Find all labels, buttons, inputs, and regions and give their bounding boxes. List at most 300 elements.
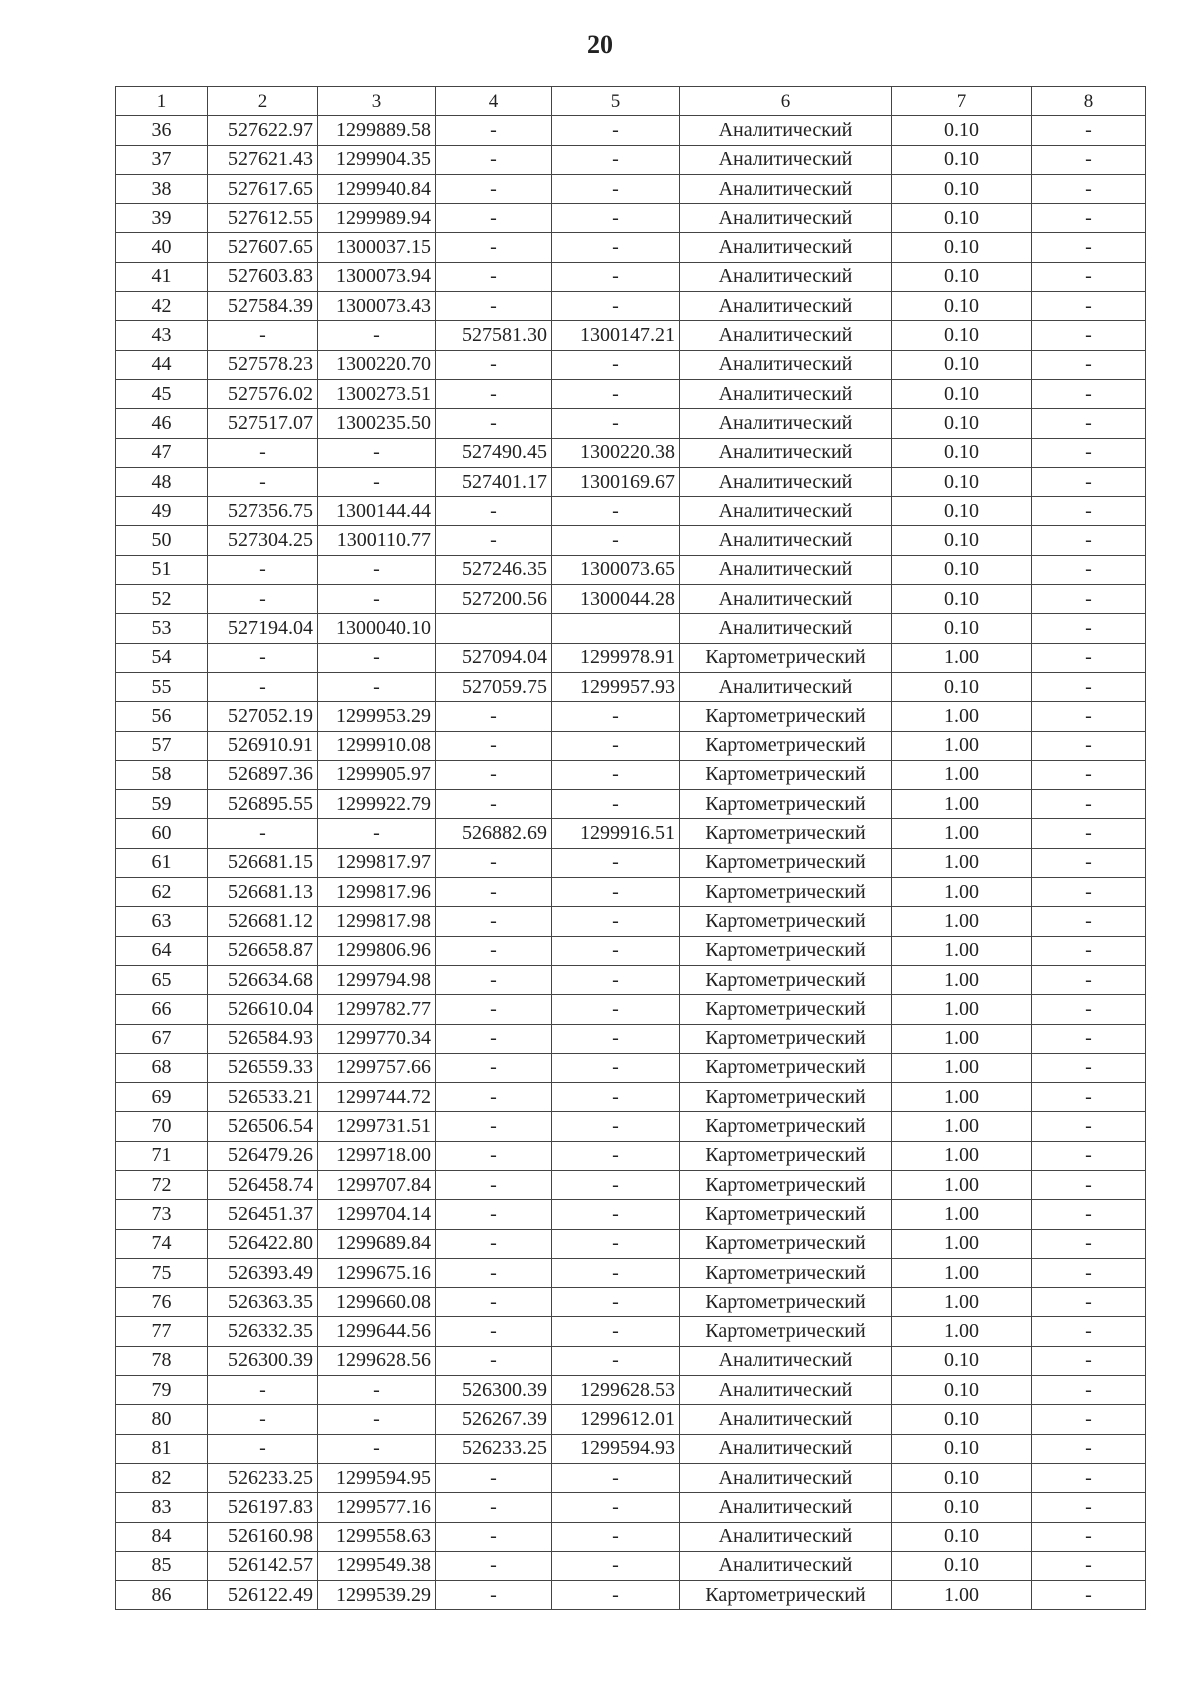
cell-method: Аналитический xyxy=(680,409,892,438)
column-header-6: 6 xyxy=(680,87,892,116)
cell-note: - xyxy=(1032,936,1146,965)
cell-y-coordinate: 1299577.16 xyxy=(318,1493,436,1522)
cell-x-coordinate-alt: - xyxy=(436,1463,552,1492)
table-row xyxy=(116,497,1146,526)
cell-note: - xyxy=(1032,145,1146,174)
cell-y-coordinate-alt: - xyxy=(552,233,680,262)
cell-y-coordinate: 1299806.96 xyxy=(318,936,436,965)
cell-y-coordinate: - xyxy=(318,819,436,848)
cell-y-coordinate-alt: 1299916.51 xyxy=(552,819,680,848)
cell-y-coordinate-alt: - xyxy=(552,965,680,994)
cell-accuracy: 1.00 xyxy=(892,702,1032,731)
cell-method: Аналитический xyxy=(680,1463,892,1492)
cell-point-number: 83 xyxy=(116,1493,208,1522)
cell-method: Аналитический xyxy=(680,1405,892,1434)
cell-point-number: 68 xyxy=(116,1053,208,1082)
cell-y-coordinate-alt: - xyxy=(552,1581,680,1610)
cell-accuracy: 0.10 xyxy=(892,1434,1032,1463)
cell-y-coordinate-alt: - xyxy=(552,1463,680,1492)
table-row xyxy=(116,233,1146,262)
cell-point-number: 54 xyxy=(116,643,208,672)
cell-accuracy: 1.00 xyxy=(892,1288,1032,1317)
table-row xyxy=(116,790,1146,819)
cell-method: Картометрический xyxy=(680,1024,892,1053)
cell-note: - xyxy=(1032,1112,1146,1141)
cell-accuracy: 0.10 xyxy=(892,350,1032,379)
table-row xyxy=(116,1376,1146,1405)
cell-x-coordinate: 527578.23 xyxy=(208,350,318,379)
cell-y-coordinate: 1299922.79 xyxy=(318,790,436,819)
cell-note: - xyxy=(1032,672,1146,701)
cell-x-coordinate: 526197.83 xyxy=(208,1493,318,1522)
cell-y-coordinate: 1299770.34 xyxy=(318,1024,436,1053)
cell-x-coordinate: 527052.19 xyxy=(208,702,318,731)
table-row xyxy=(116,702,1146,731)
cell-note: - xyxy=(1032,995,1146,1024)
cell-note: - xyxy=(1032,1581,1146,1610)
cell-y-coordinate-alt: 1299612.01 xyxy=(552,1405,680,1434)
cell-y-coordinate-alt: - xyxy=(552,497,680,526)
cell-x-coordinate-alt: - xyxy=(436,174,552,203)
cell-x-coordinate-alt: - xyxy=(436,702,552,731)
cell-y-coordinate: - xyxy=(318,1405,436,1434)
cell-y-coordinate-alt: - xyxy=(552,526,680,555)
table-row xyxy=(116,1405,1146,1434)
cell-x-coordinate: 527612.55 xyxy=(208,204,318,233)
cell-note: - xyxy=(1032,1376,1146,1405)
cell-x-coordinate: - xyxy=(208,585,318,614)
cell-x-coordinate: - xyxy=(208,819,318,848)
cell-x-coordinate: - xyxy=(208,555,318,584)
cell-method: Аналитический xyxy=(680,497,892,526)
cell-y-coordinate-alt: - xyxy=(552,174,680,203)
cell-y-coordinate: - xyxy=(318,1376,436,1405)
cell-x-coordinate-alt: - xyxy=(436,497,552,526)
cell-x-coordinate: 526895.55 xyxy=(208,790,318,819)
cell-method: Аналитический xyxy=(680,1493,892,1522)
cell-method: Картометрический xyxy=(680,819,892,848)
cell-note: - xyxy=(1032,965,1146,994)
cell-accuracy: 1.00 xyxy=(892,1170,1032,1199)
cell-x-coordinate-alt: - xyxy=(436,350,552,379)
cell-x-coordinate: 526559.33 xyxy=(208,1053,318,1082)
cell-accuracy: 1.00 xyxy=(892,848,1032,877)
cell-point-number: 62 xyxy=(116,878,208,907)
cell-y-coordinate: 1300110.77 xyxy=(318,526,436,555)
cell-method: Картометрический xyxy=(680,790,892,819)
table-row xyxy=(116,1434,1146,1463)
cell-point-number: 73 xyxy=(116,1200,208,1229)
cell-accuracy: 1.00 xyxy=(892,995,1032,1024)
cell-point-number: 44 xyxy=(116,350,208,379)
cell-x-coordinate-alt: - xyxy=(436,1170,552,1199)
table-row xyxy=(116,585,1146,614)
cell-y-coordinate-alt: - xyxy=(552,116,680,145)
cell-method: Картометрический xyxy=(680,760,892,789)
cell-y-coordinate: 1300040.10 xyxy=(318,614,436,643)
cell-y-coordinate-alt: - xyxy=(552,145,680,174)
column-header-8: 8 xyxy=(1032,87,1146,116)
cell-method: Картометрический xyxy=(680,1112,892,1141)
cell-note: - xyxy=(1032,497,1146,526)
cell-y-coordinate-alt: - xyxy=(552,204,680,233)
cell-y-coordinate-alt: - xyxy=(552,848,680,877)
cell-x-coordinate-alt: - xyxy=(436,907,552,936)
cell-y-coordinate: - xyxy=(318,467,436,496)
cell-x-coordinate: - xyxy=(208,438,318,467)
cell-x-coordinate: 526658.87 xyxy=(208,936,318,965)
cell-method: Картометрический xyxy=(680,936,892,965)
cell-accuracy: 0.10 xyxy=(892,1493,1032,1522)
cell-x-coordinate-alt: 527401.17 xyxy=(436,467,552,496)
cell-point-number: 43 xyxy=(116,321,208,350)
cell-y-coordinate-alt: - xyxy=(552,1493,680,1522)
cell-x-coordinate: 526681.13 xyxy=(208,878,318,907)
table-row xyxy=(116,1083,1146,1112)
cell-x-coordinate-alt: - xyxy=(436,1551,552,1580)
cell-method: Аналитический xyxy=(680,1551,892,1580)
cell-y-coordinate: 1300235.50 xyxy=(318,409,436,438)
cell-method: Аналитический xyxy=(680,116,892,145)
cell-accuracy: 1.00 xyxy=(892,1024,1032,1053)
cell-y-coordinate-alt: - xyxy=(552,1112,680,1141)
cell-note: - xyxy=(1032,409,1146,438)
cell-accuracy: 0.10 xyxy=(892,292,1032,321)
cell-y-coordinate-alt: 1299628.53 xyxy=(552,1376,680,1405)
cell-point-number: 45 xyxy=(116,379,208,408)
cell-point-number: 64 xyxy=(116,936,208,965)
cell-x-coordinate-alt: 526233.25 xyxy=(436,1434,552,1463)
table-row xyxy=(116,204,1146,233)
cell-accuracy: 1.00 xyxy=(892,965,1032,994)
table-row xyxy=(116,731,1146,760)
cell-y-coordinate-alt: - xyxy=(552,1053,680,1082)
cell-accuracy: 0.10 xyxy=(892,1346,1032,1375)
cell-x-coordinate-alt: - xyxy=(436,936,552,965)
cell-y-coordinate-alt: - xyxy=(552,790,680,819)
cell-point-number: 74 xyxy=(116,1229,208,1258)
cell-note: - xyxy=(1032,1317,1146,1346)
table-row xyxy=(116,438,1146,467)
cell-note: - xyxy=(1032,1083,1146,1112)
cell-note: - xyxy=(1032,848,1146,877)
cell-y-coordinate-alt: - xyxy=(552,702,680,731)
cell-note: - xyxy=(1032,467,1146,496)
cell-x-coordinate: 526610.04 xyxy=(208,995,318,1024)
table-row xyxy=(116,848,1146,877)
cell-accuracy: 1.00 xyxy=(892,936,1032,965)
cell-x-coordinate: 526142.57 xyxy=(208,1551,318,1580)
cell-x-coordinate-alt: - xyxy=(436,292,552,321)
cell-point-number: 65 xyxy=(116,965,208,994)
cell-y-coordinate-alt: - xyxy=(552,1522,680,1551)
cell-accuracy: 1.00 xyxy=(892,1258,1032,1287)
cell-note: - xyxy=(1032,1229,1146,1258)
cell-method: Аналитический xyxy=(680,145,892,174)
table-row xyxy=(116,965,1146,994)
cell-y-coordinate: 1299817.98 xyxy=(318,907,436,936)
cell-y-coordinate: 1299889.58 xyxy=(318,116,436,145)
cell-x-coordinate: 526160.98 xyxy=(208,1522,318,1551)
cell-note: - xyxy=(1032,321,1146,350)
cell-method: Картометрический xyxy=(680,1053,892,1082)
cell-y-coordinate: 1299731.51 xyxy=(318,1112,436,1141)
cell-accuracy: 1.00 xyxy=(892,731,1032,760)
cell-y-coordinate: 1300144.44 xyxy=(318,497,436,526)
cell-x-coordinate: 527194.04 xyxy=(208,614,318,643)
cell-x-coordinate-alt: - xyxy=(436,409,552,438)
cell-x-coordinate-alt: - xyxy=(436,204,552,233)
cell-y-coordinate-alt: 1300044.28 xyxy=(552,585,680,614)
cell-accuracy: 0.10 xyxy=(892,145,1032,174)
cell-note: - xyxy=(1032,1200,1146,1229)
cell-y-coordinate-alt: - xyxy=(552,292,680,321)
cell-note: - xyxy=(1032,174,1146,203)
cell-y-coordinate: 1299704.14 xyxy=(318,1200,436,1229)
cell-accuracy: 0.10 xyxy=(892,585,1032,614)
cell-point-number: 51 xyxy=(116,555,208,584)
cell-note: - xyxy=(1032,1493,1146,1522)
cell-x-coordinate: 526458.74 xyxy=(208,1170,318,1199)
cell-point-number: 55 xyxy=(116,672,208,701)
cell-y-coordinate: 1299782.77 xyxy=(318,995,436,1024)
cell-note: - xyxy=(1032,1288,1146,1317)
table-row xyxy=(116,995,1146,1024)
cell-method: Аналитический xyxy=(680,350,892,379)
cell-x-coordinate: 527607.65 xyxy=(208,233,318,262)
cell-x-coordinate-alt: - xyxy=(436,1200,552,1229)
cell-x-coordinate: 527621.43 xyxy=(208,145,318,174)
cell-y-coordinate-alt: - xyxy=(552,1346,680,1375)
cell-x-coordinate-alt: - xyxy=(436,1258,552,1287)
cell-method: Аналитический xyxy=(680,1434,892,1463)
cell-method: Аналитический xyxy=(680,555,892,584)
cell-x-coordinate-alt: - xyxy=(436,1346,552,1375)
cell-method: Аналитический xyxy=(680,438,892,467)
cell-point-number: 53 xyxy=(116,614,208,643)
cell-point-number: 69 xyxy=(116,1083,208,1112)
cell-point-number: 56 xyxy=(116,702,208,731)
cell-method: Картометрический xyxy=(680,965,892,994)
table-row xyxy=(116,116,1146,145)
cell-note: - xyxy=(1032,204,1146,233)
cell-x-coordinate: - xyxy=(208,467,318,496)
cell-x-coordinate-alt: - xyxy=(436,1229,552,1258)
cell-method: Аналитический xyxy=(680,585,892,614)
cell-x-coordinate: - xyxy=(208,1434,318,1463)
cell-note: - xyxy=(1032,1141,1146,1170)
cell-x-coordinate-alt: - xyxy=(436,760,552,789)
cell-x-coordinate: 526897.36 xyxy=(208,760,318,789)
cell-method: Картометрический xyxy=(680,1317,892,1346)
cell-x-coordinate-alt: - xyxy=(436,526,552,555)
cell-accuracy: 1.00 xyxy=(892,1083,1032,1112)
table-row xyxy=(116,1258,1146,1287)
table-row xyxy=(116,555,1146,584)
cell-note: - xyxy=(1032,760,1146,789)
cell-method: Аналитический xyxy=(680,174,892,203)
cell-y-coordinate: 1299953.29 xyxy=(318,702,436,731)
cell-x-coordinate: 526422.80 xyxy=(208,1229,318,1258)
cell-x-coordinate: 526910.91 xyxy=(208,731,318,760)
cell-y-coordinate: 1300073.94 xyxy=(318,262,436,291)
table-header-row xyxy=(116,87,1146,116)
cell-point-number: 38 xyxy=(116,174,208,203)
cell-y-coordinate-alt xyxy=(552,614,680,643)
cell-point-number: 78 xyxy=(116,1346,208,1375)
cell-point-number: 57 xyxy=(116,731,208,760)
cell-point-number: 47 xyxy=(116,438,208,467)
cell-x-coordinate-alt: - xyxy=(436,1288,552,1317)
table-row xyxy=(116,878,1146,907)
cell-note: - xyxy=(1032,438,1146,467)
cell-y-coordinate: 1299539.29 xyxy=(318,1581,436,1610)
cell-x-coordinate-alt: - xyxy=(436,1141,552,1170)
cell-x-coordinate-alt: - xyxy=(436,262,552,291)
cell-x-coordinate: 526233.25 xyxy=(208,1463,318,1492)
cell-note: - xyxy=(1032,1346,1146,1375)
table-row xyxy=(116,409,1146,438)
table-row xyxy=(116,1346,1146,1375)
cell-method: Аналитический xyxy=(680,204,892,233)
cell-x-coordinate: - xyxy=(208,1405,318,1434)
table-row xyxy=(116,1141,1146,1170)
table-row xyxy=(116,1317,1146,1346)
table-row xyxy=(116,1522,1146,1551)
cell-point-number: 42 xyxy=(116,292,208,321)
cell-method: Картометрический xyxy=(680,848,892,877)
cell-y-coordinate-alt: - xyxy=(552,1551,680,1580)
cell-y-coordinate: 1299905.97 xyxy=(318,760,436,789)
cell-y-coordinate-alt: 1299978.91 xyxy=(552,643,680,672)
cell-accuracy: 1.00 xyxy=(892,760,1032,789)
table-row xyxy=(116,1200,1146,1229)
table-row xyxy=(116,1053,1146,1082)
cell-note: - xyxy=(1032,350,1146,379)
cell-y-coordinate: 1299594.95 xyxy=(318,1463,436,1492)
cell-y-coordinate-alt: - xyxy=(552,262,680,291)
cell-accuracy: 1.00 xyxy=(892,643,1032,672)
cell-y-coordinate: 1299904.35 xyxy=(318,145,436,174)
table-row xyxy=(116,614,1146,643)
cell-method: Картометрический xyxy=(680,907,892,936)
cell-accuracy: 0.10 xyxy=(892,262,1032,291)
cell-x-coordinate-alt: - xyxy=(436,848,552,877)
cell-point-number: 66 xyxy=(116,995,208,1024)
cell-note: - xyxy=(1032,702,1146,731)
cell-point-number: 84 xyxy=(116,1522,208,1551)
cell-x-coordinate-alt: 527200.56 xyxy=(436,585,552,614)
table-row xyxy=(116,760,1146,789)
table-row xyxy=(116,292,1146,321)
table-row xyxy=(116,1463,1146,1492)
cell-accuracy: 0.10 xyxy=(892,321,1032,350)
cell-note: - xyxy=(1032,819,1146,848)
cell-note: - xyxy=(1032,1551,1146,1580)
table-row xyxy=(116,262,1146,291)
cell-y-coordinate-alt: 1299594.93 xyxy=(552,1434,680,1463)
table-row xyxy=(116,1229,1146,1258)
cell-method: Картометрический xyxy=(680,1288,892,1317)
cell-y-coordinate-alt: 1300073.65 xyxy=(552,555,680,584)
table-row xyxy=(116,1288,1146,1317)
cell-point-number: 79 xyxy=(116,1376,208,1405)
cell-method: Картометрический xyxy=(680,1141,892,1170)
cell-x-coordinate: 526363.35 xyxy=(208,1288,318,1317)
cell-x-coordinate-alt: - xyxy=(436,731,552,760)
cell-x-coordinate: - xyxy=(208,321,318,350)
cell-point-number: 59 xyxy=(116,790,208,819)
page-number: 20 xyxy=(587,30,613,59)
cell-x-coordinate-alt: 526267.39 xyxy=(436,1405,552,1434)
cell-x-coordinate-alt: - xyxy=(436,1053,552,1082)
table-row xyxy=(116,1551,1146,1580)
cell-y-coordinate-alt: - xyxy=(552,1229,680,1258)
cell-x-coordinate: 527356.75 xyxy=(208,497,318,526)
cell-x-coordinate-alt: - xyxy=(436,233,552,262)
cell-note: - xyxy=(1032,379,1146,408)
cell-y-coordinate: 1299744.72 xyxy=(318,1083,436,1112)
cell-note: - xyxy=(1032,1434,1146,1463)
cell-point-number: 70 xyxy=(116,1112,208,1141)
cell-y-coordinate: 1300037.15 xyxy=(318,233,436,262)
cell-point-number: 36 xyxy=(116,116,208,145)
coordinates-table xyxy=(115,86,1146,1610)
cell-point-number: 41 xyxy=(116,262,208,291)
cell-point-number: 40 xyxy=(116,233,208,262)
cell-note: - xyxy=(1032,262,1146,291)
cell-y-coordinate: 1299660.08 xyxy=(318,1288,436,1317)
cell-x-coordinate-alt: 527059.75 xyxy=(436,672,552,701)
table-row xyxy=(116,672,1146,701)
cell-note: - xyxy=(1032,878,1146,907)
cell-accuracy: 0.10 xyxy=(892,672,1032,701)
cell-accuracy: 0.10 xyxy=(892,467,1032,496)
cell-x-coordinate-alt: - xyxy=(436,995,552,1024)
cell-y-coordinate-alt: - xyxy=(552,995,680,1024)
cell-accuracy: 0.10 xyxy=(892,555,1032,584)
table-row xyxy=(116,1112,1146,1141)
cell-accuracy: 1.00 xyxy=(892,1317,1032,1346)
cell-y-coordinate: 1299817.96 xyxy=(318,878,436,907)
cell-note: - xyxy=(1032,292,1146,321)
cell-accuracy: 0.10 xyxy=(892,1376,1032,1405)
cell-x-coordinate-alt: - xyxy=(436,116,552,145)
cell-point-number: 58 xyxy=(116,760,208,789)
cell-point-number: 72 xyxy=(116,1170,208,1199)
cell-method: Аналитический xyxy=(680,672,892,701)
column-header-7: 7 xyxy=(892,87,1032,116)
cell-method: Картометрический xyxy=(680,643,892,672)
cell-point-number: 63 xyxy=(116,907,208,936)
cell-y-coordinate-alt: 1299957.93 xyxy=(552,672,680,701)
cell-x-coordinate: 526332.35 xyxy=(208,1317,318,1346)
table-row xyxy=(116,1493,1146,1522)
cell-note: - xyxy=(1032,1053,1146,1082)
cell-x-coordinate: 526634.68 xyxy=(208,965,318,994)
cell-method: Картометрический xyxy=(680,1200,892,1229)
cell-y-coordinate-alt: 1300220.38 xyxy=(552,438,680,467)
cell-y-coordinate: - xyxy=(318,672,436,701)
cell-point-number: 75 xyxy=(116,1258,208,1287)
cell-x-coordinate-alt xyxy=(436,614,552,643)
cell-y-coordinate-alt: - xyxy=(552,907,680,936)
cell-x-coordinate-alt: - xyxy=(436,1581,552,1610)
cell-x-coordinate: - xyxy=(208,1376,318,1405)
cell-x-coordinate-alt: 527094.04 xyxy=(436,643,552,672)
cell-note: - xyxy=(1032,1170,1146,1199)
cell-x-coordinate: 527622.97 xyxy=(208,116,318,145)
